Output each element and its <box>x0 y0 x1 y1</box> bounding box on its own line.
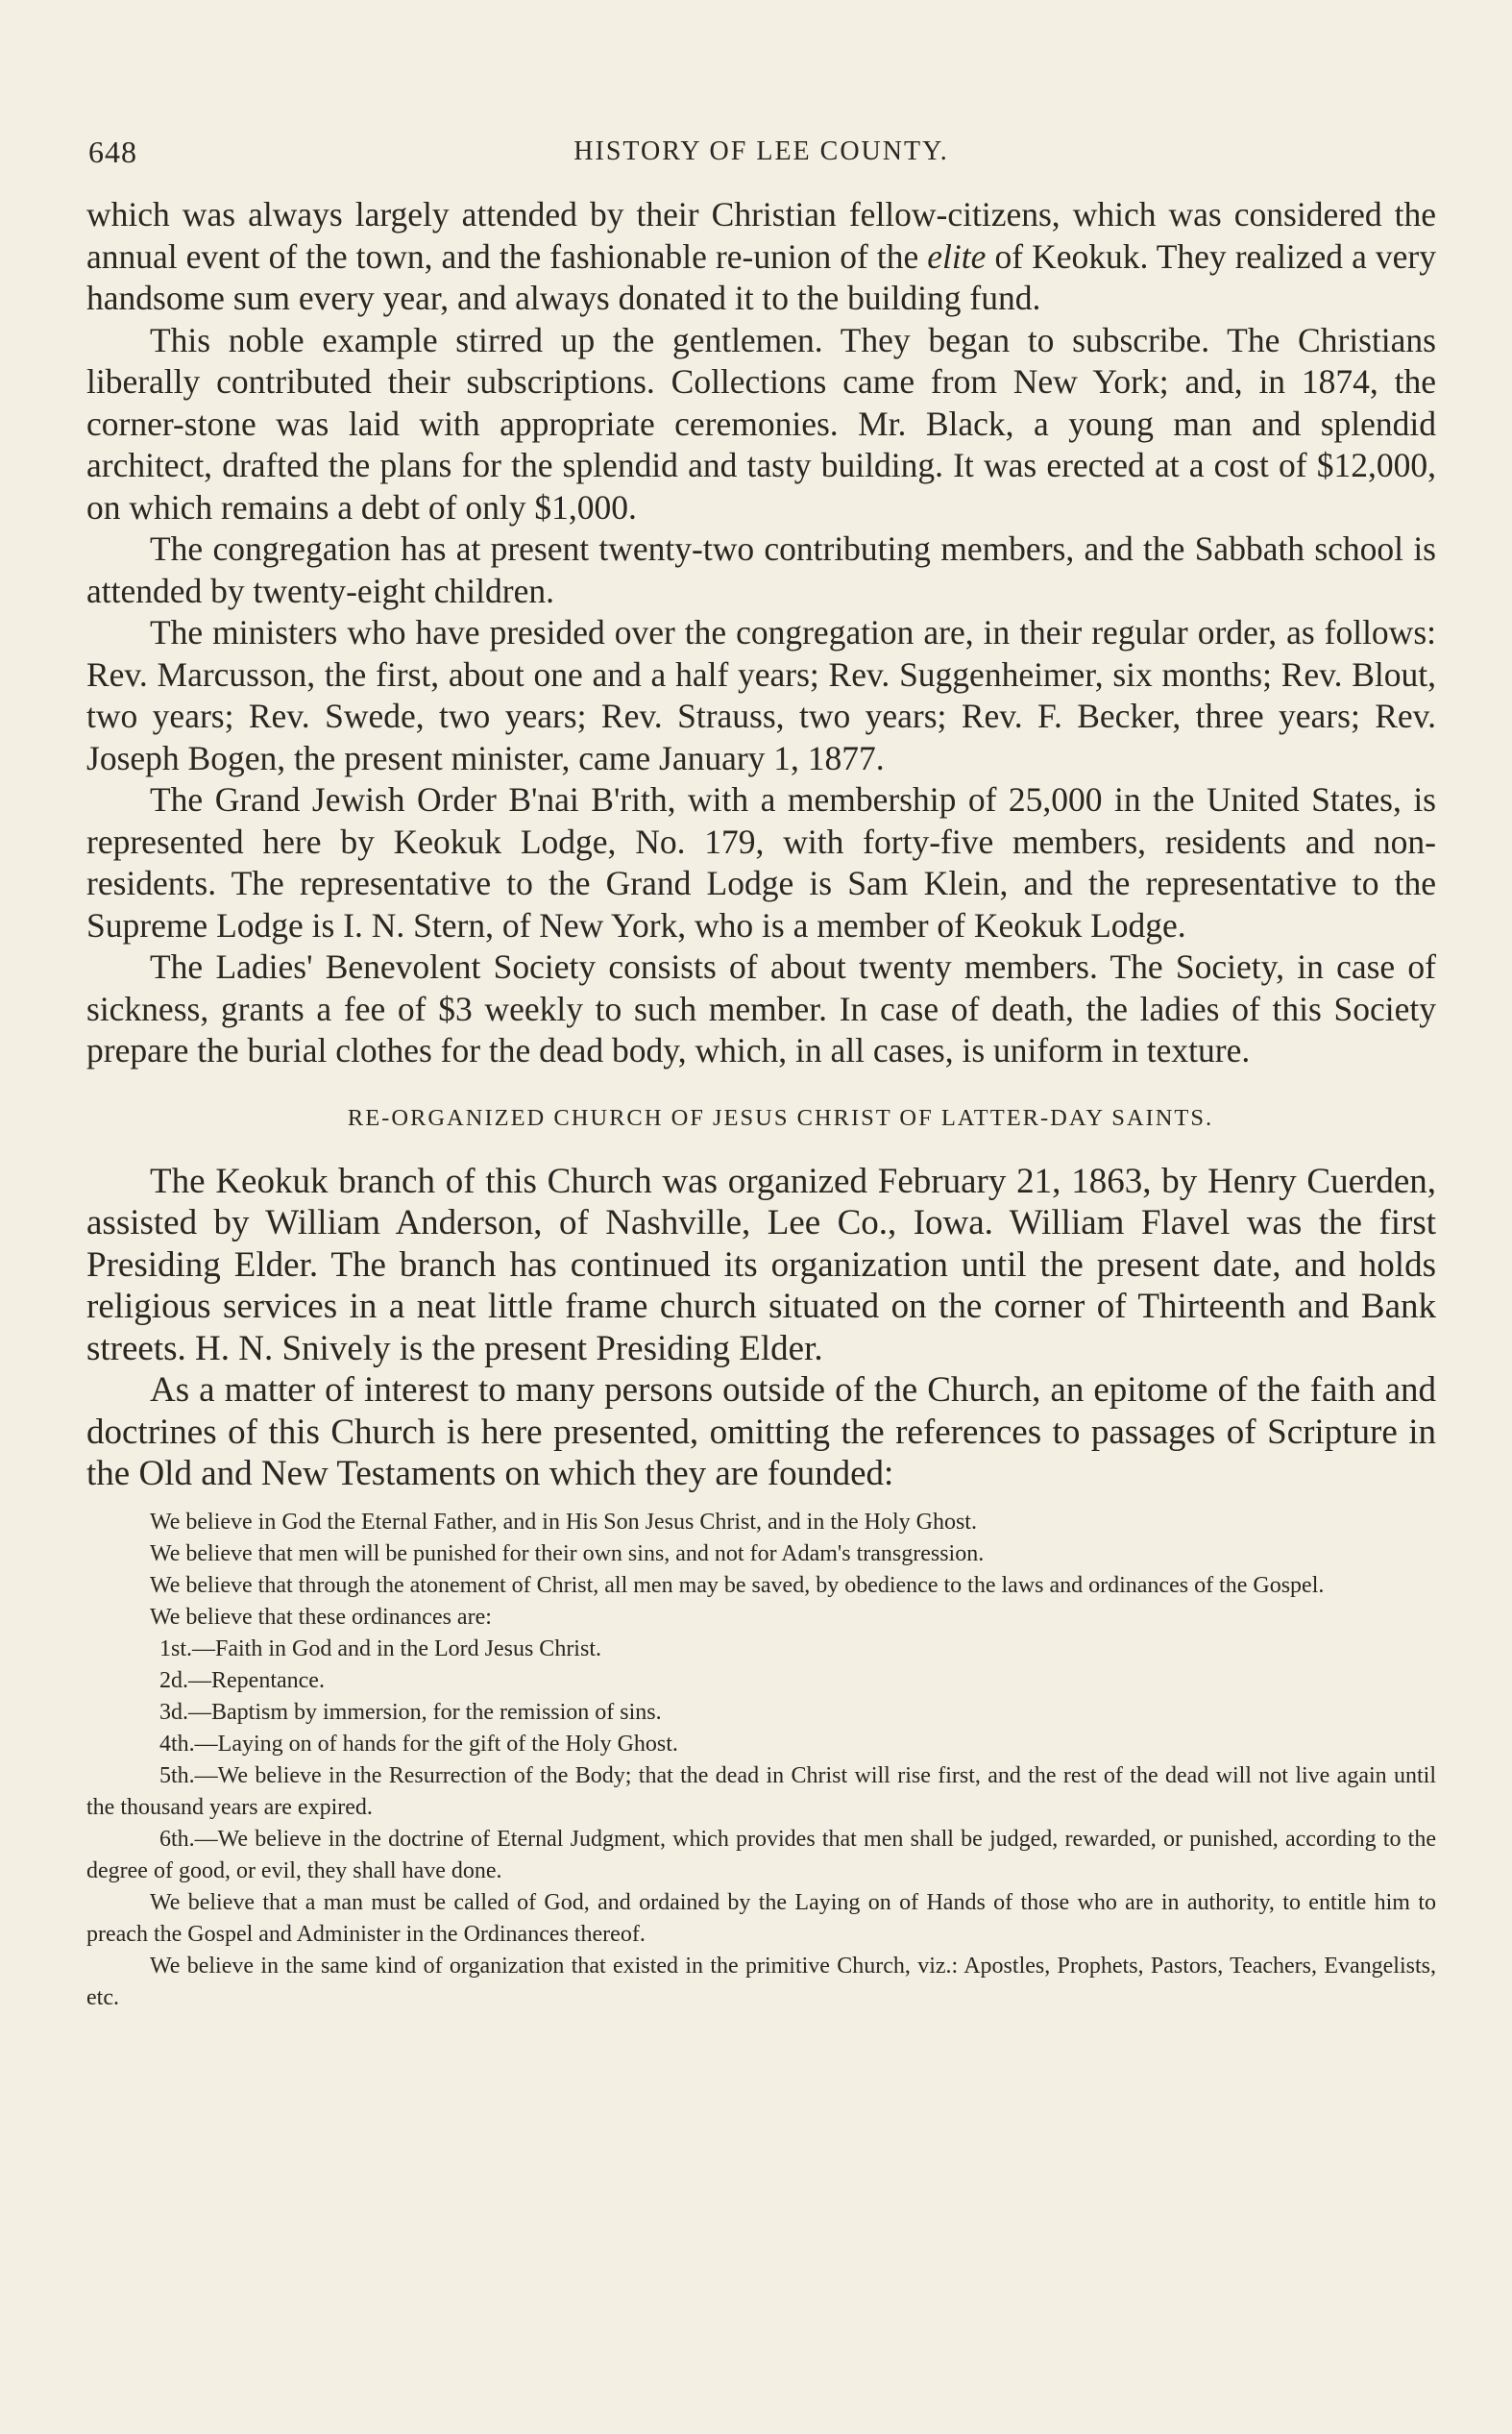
paragraph: As a matter of interest to many persons outside of the Church, an epitome of the faith and doctrines of this Church is here presented, omitting the references to passages of Scripture in the Old and New Testaments on which they are founded: <box>86 1370 1436 1493</box>
section-text <box>86 1161 1436 1495</box>
paragraph-text: which was always largely attended by their Christian fellow-citizens, which was considered the annual event of the town, and the fashionable re-union of the <box>86 195 1436 276</box>
paragraph: The congregation has at present twenty-two contributing members, and the Sabbath school is attended by twenty-eight children. <box>86 529 1436 610</box>
tenet: We believe in the same kind of organization that existed in the primitive Church, viz.: Apostles, Prophets, Pastors, Teachers, Evangelists, etc. <box>86 1953 1436 2010</box>
paragraph: The Grand Jewish Order B'nai B'rith, with a membership of 25,000 in the United States, is represented here by Keokuk Lodge, No. 179, with forty-five members, residents and non-residents. The representative to the Grand Lodge is Sam Klein, and the representative to the Supreme Lodge is I. N. Stern, of New York, who is a member of Keokuk Lodge. <box>86 780 1436 945</box>
ordinance-item: 5th.—We believe in the Resurrection of the Body; that the dead in Christ will rise first, and the rest of the dead will not live again until the thousand years are expired. <box>86 1762 1436 1820</box>
tenets-list <box>86 1507 1436 2014</box>
tenet: We believe that a man must be called of God, and ordained by the Laying on of Hands of those who are in authority, to entitle him to preach the Gospel and Administer in the Ordinances thereof. <box>86 1889 1436 1947</box>
ordinance-item: 2d.—Repentance. <box>159 1667 325 1693</box>
paragraph: The Keokuk branch of this Church was organized February 21, 1863, by Henry Cuerden, assisted by William Anderson, of Nashville, Lee Co., Iowa. William Flavel was the first Presiding Elder. The branch has continued its organization until the present date, and holds religious services in a neat little frame church situated on the corner of Thirteenth and Bank streets. H. N. Snively is the present Presiding Elder. <box>86 1161 1436 1368</box>
ordinance-item: 6th.—We believe in the doctrine of Eternal Judgment, which provides that men shall be judged, rewarded, or punished, according to the degree of good, or evil, they shall have done. <box>86 1826 1436 1883</box>
paragraph <box>86 194 1436 320</box>
paragraph: The Ladies' Benevolent Society consists of about twenty members. The Society, in case of sickness, grants a fee of $3 weekly to such member. In case of death, the ladies of this Society prepare the burial clothes for the dead body, which, in all cases, is uniform in texture. <box>86 947 1436 1069</box>
tenet: We believe that these ordinances are: <box>150 1604 492 1630</box>
paragraph: This noble example stirred up the gentlemen. They began to subscribe. The Christians liberally contributed their subscriptions. Collections came from New York; and, in 1874, the corner-stone was laid with appropriate ceremonies. Mr. Black, a young man and splendid architect, drafted the plans for the splendid and tasty building. It was erected at a cost of $12,000, on which remains a debt of only $1,000. <box>86 320 1436 527</box>
ordinance-item: 3d.—Baptism by immersion, for the remission of sins. <box>159 1699 662 1725</box>
section-heading: RE-ORGANIZED CHURCH OF JESUS CHRIST OF LATTER-DAY SAINTS. <box>347 1104 1214 1131</box>
ordinance-item: 4th.—Laying on of hands for the gift of the Holy Ghost. <box>159 1731 678 1757</box>
ordinance-item: 1st.—Faith in God and in the Lord Jesus Christ. <box>159 1635 601 1661</box>
body-text <box>86 194 1436 1072</box>
paragraph-text: of Keokuk. They realized a very handsome sum every year, and always donated it to the building fund. <box>86 236 1436 317</box>
tenet: We believe in God the Eternal Father, and in His Son Jesus Christ, and in the Holy Ghost. <box>150 1509 977 1535</box>
book-page <box>86 135 1436 2014</box>
emphasis-text: elite <box>927 236 987 276</box>
paragraph: The ministers who have presided over the congregation are, in their regular order, as follows: Rev. Marcusson, the first, about one and a half years; Rev. Suggenheimer, six months; Rev. Blout, two years; Rev. Swede, two years; Rev. Strauss, two years; Rev. F. Becker, three years; Rev. Joseph Bogen, the present minister, came January 1, 1877. <box>86 613 1436 777</box>
tenet: We believe that men will be punished for their own sins, and not for Adam's transgression. <box>150 1540 985 1566</box>
page-number: 648 <box>88 135 137 169</box>
tenet: We believe that through the atonement of Christ, all men may be saved, by obedience to the laws and ordinances of the Gospel. <box>150 1572 1325 1598</box>
running-head: HISTORY OF LEE COUNTY. <box>573 136 949 166</box>
page-header <box>86 135 1436 183</box>
